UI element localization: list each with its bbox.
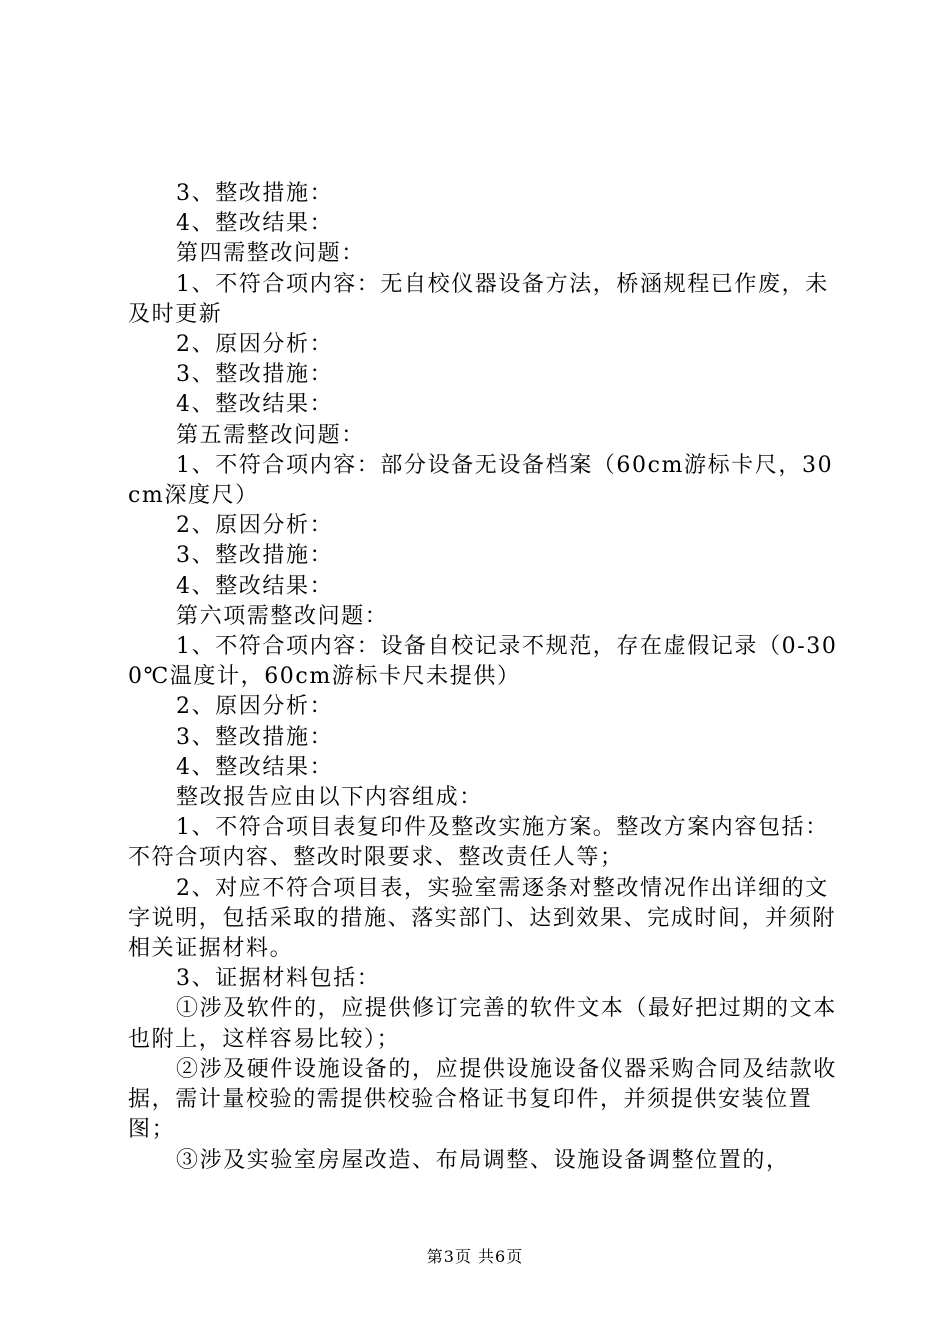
paragraph: 3、整改措施： xyxy=(176,724,334,750)
section-heading: 第五需整改问题： xyxy=(176,422,365,448)
paragraph: 2、对应不符合项目表，实验室需逐条对整改情况作出详细的文字说明，包括采取的措施、落实部门、达到效果、完成时间，并须附相关证据材料。 xyxy=(128,875,837,962)
page-number-footer: 第3页 共6页 xyxy=(426,1247,524,1266)
paragraph: 2、原因分析： xyxy=(176,332,334,358)
paragraph: 4、整改结果： xyxy=(176,573,334,599)
paragraph: 1、不符合项目表复印件及整改实施方案。整改方案内容包括：不符合项内容、整改时限要求、整改责任人等； xyxy=(128,815,829,871)
section-heading: 整改报告应由以下内容组成： xyxy=(176,785,483,811)
paragraph: 4、整改结果： xyxy=(176,392,334,418)
paragraph: 3、证据材料包括： xyxy=(176,966,381,992)
paragraph: 1、不符合项内容：设备自校记录不规范，存在虚假记录（0-300℃温度计，60cm游标卡尺未提供） xyxy=(128,634,838,690)
paragraph: 3、整改措施： xyxy=(176,362,334,388)
paragraph: 4、整改结果： xyxy=(176,211,334,237)
paragraph: 1、不符合项内容：部分设备无设备档案（60cm游标卡尺，30cm深度尺） xyxy=(128,452,834,509)
paragraph: ②涉及硬件设施设备的，应提供设施设备仪器采购合同及结款收据，需计量校验的需提供校验合格证书复印件，并须提供安装位置图； xyxy=(128,1056,837,1143)
document-body xyxy=(128,179,838,1176)
paragraph: ①涉及软件的，应提供修订完善的软件文本（最好把过期的文本也附上，这样容易比较）； xyxy=(128,996,837,1052)
paragraph: 3、整改措施： xyxy=(176,181,334,206)
paragraph: 1、不符合项内容：无自校仪器设备方法，桥涵规程已作废，未及时更新 xyxy=(128,271,829,327)
paragraph: 2、原因分析： xyxy=(176,513,334,539)
paragraph: 2、原因分析： xyxy=(176,694,334,720)
paragraph: ③涉及实验室房屋改造、布局调整、设施设备调整位置的， xyxy=(176,1147,790,1173)
paragraph: 4、整改结果： xyxy=(176,754,334,780)
section-heading: 第六项需整改问题： xyxy=(176,603,389,629)
paragraph: 3、整改措施： xyxy=(176,543,334,569)
section-heading: 第四需整改问题： xyxy=(176,241,365,267)
